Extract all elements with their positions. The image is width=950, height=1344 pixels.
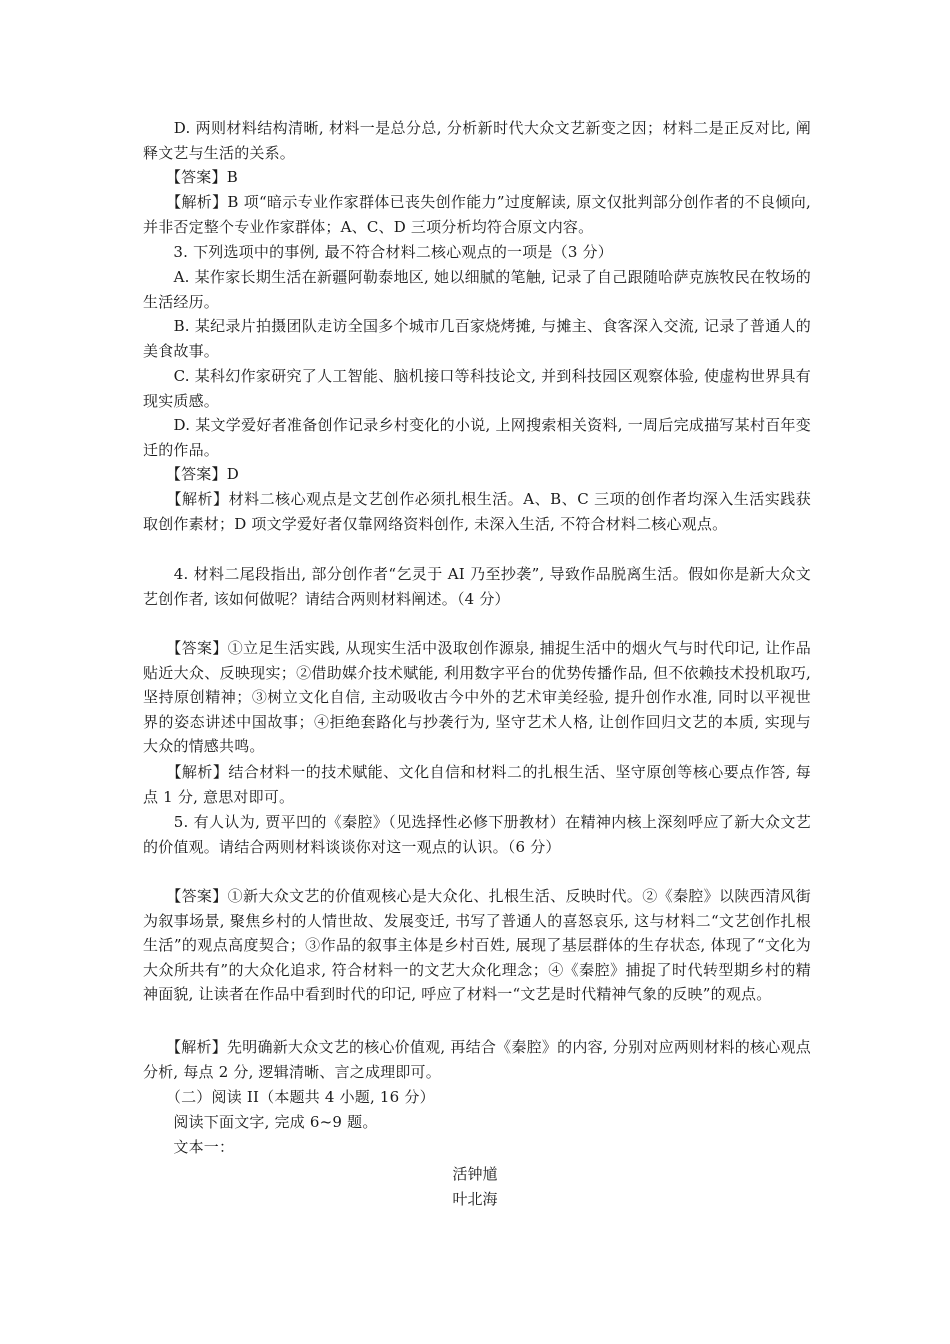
- paragraph-analysis-2: 【解析】B 项“暗示专业作家群体已丧失创作能力”过度解读, 原文仅批判部分创作者的不良倾向, 并非否定整个专业作家群体；A、C、D 三项分析均符合原文内容。: [143, 193, 811, 236]
- paragraph-q3-option-a: A. 某作家长期生活在新疆阿勒泰地区, 她以细腻的笔触, 记录了自己跟随哈萨克族牧民在牧场的生活经历。: [143, 268, 811, 311]
- paragraph-answer-2: 【答案】B: [143, 168, 238, 186]
- paragraph-q3-option-c: C. 某科幻作家研究了人工智能、脑机接口等科技论文, 并到科技园区观察体验, 使虚构世界具有现实质感。: [143, 367, 811, 410]
- paragraph-answer-5: 【答案】①新大众文艺的价值观核心是大众化、扎根生活、反映时代。②《秦腔》以陕西清风街为叙事场景, 聚焦乡村的人情世故、发展变迁, 书写了普通人的喜怒哀乐, 这与材料二“文艺创作扎根生活”的观点高度契合；③作品的叙事主体是乡村百姓, 展现了基层群体的生存状态, 体现了“文化为大众所共有”的大众化追求, 符合材料一的文艺大众化理念；④《秦腔》捕捉了时代转型期乡村的精神面貌, 让读者在作品中看到时代的印记, 呼应了材料一“文艺是时代精神气象的反映”的观点。: [143, 887, 811, 1003]
- paragraph-q3-option-b: B. 某纪录片拍摄团队走访全国多个城市几百家烧烤摊, 与摊主、食客深入交流, 记录了普通人的美食故事。: [143, 317, 811, 360]
- paragraph-option-d: D. 两则材料结构清晰, 材料一是总分总, 分析新时代大众文艺新变之因；材料二是正反对比, 阐释文艺与生活的关系。: [143, 119, 811, 162]
- story-title: 活钟馗: [452, 1165, 498, 1183]
- paragraph-question-3: 3. 下列选项中的事例, 最不符合材料二核心观点的一项是（3 分）: [143, 243, 613, 261]
- paragraph-question-4: 4. 材料二尾段指出, 部分创作者“乞灵于 AI 乃至抄袭”, 导致作品脱离生活。假如你是新大众文艺创作者, 该如何做呢？请结合两则材料阐述。（4 分）: [143, 565, 811, 608]
- paragraph-question-5: 5. 有人认为, 贾平凹的《秦腔》（见选择性必修下册教材）在精神内核上深刻呼应了新大众文艺的价值观。请结合两则材料谈谈你对这一观点的认识。（6 分）: [143, 813, 811, 856]
- paragraph-q3-option-d: D. 某文学爱好者准备创作记录乡村变化的小说, 上网搜索相关资料, 一周后完成描写某村百年变迁的作品。: [143, 416, 811, 459]
- reading-instruction: 阅读下面文字, 完成 6~9 题。: [143, 1113, 378, 1131]
- paragraph-analysis-3: 【解析】材料二核心观点是文艺创作必须扎根生活。A、B、C 三项的创作者均深入生活实践获取创作素材；D 项文学爱好者仅靠网络资料创作, 未深入生活, 不符合材料二核心观点。: [143, 490, 811, 533]
- paragraph-answer-4: 【答案】①立足生活实践, 从现实生活中汲取创作源泉, 捕捉生活中的烟火气与时代印记, 让作品贴近大众、反映现实；②借助媒介技术赋能, 利用数字平台的优势传播作品, 但不依赖技术投机取巧, 坚持原创精神；③树立文化自信, 主动吸收古今中外的艺术审美经验, 提升创作水准, 同时以平视世界的姿态讲述中国故事；④拒绝套路化与抄袭行为, 坚守艺术人格, 让创作回归文艺的本质, 实现与大众的情感共鸣。: [143, 639, 811, 755]
- paragraph-analysis-5: 【解析】先明确新大众文艺的核心价值观, 再结合《秦腔》的内容, 分别对应两则材料的核心观点分析, 每点 2 分, 逻辑清晰、言之成理即可。: [143, 1038, 811, 1081]
- text-one-label: 文本一：: [143, 1138, 235, 1156]
- paragraph-answer-3: 【答案】D: [143, 465, 239, 483]
- story-author: 叶北海: [452, 1190, 498, 1208]
- paragraph-analysis-4: 【解析】结合材料一的技术赋能、文化自信和材料二的扎根生活、坚守原创等核心要点作答, 每点 1 分, 意思对即可。: [143, 763, 811, 806]
- section-heading-reading-2: （二）阅读 II（本题共 4 小题, 16 分）: [143, 1088, 435, 1106]
